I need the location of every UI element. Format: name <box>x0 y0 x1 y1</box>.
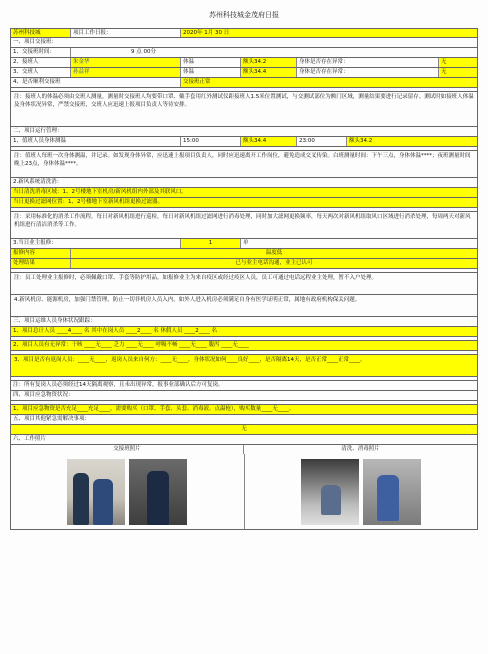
s1-heading-row <box>10 37 478 47</box>
receiver-abnormal-q: 身体是否存在异常： <box>297 58 439 67</box>
report-title: 苏州科技城金茂府日报 <box>209 11 279 19</box>
receiver-temp: 额头34.2 <box>241 58 297 67</box>
s1-r3 <box>10 67 478 77</box>
duty-temp-label: 1、值班人员身体测温 <box>11 137 181 146</box>
handover-abnormal-q: 身体是否存在异常： <box>297 68 439 77</box>
s5-r2 <box>10 340 478 350</box>
cleaning-photo-1 <box>301 459 359 525</box>
s4-r3 <box>10 258 478 268</box>
s1-note: 注：接班人的体温必须由交班人测量，测量时交接班人均要带口罩、戴手套用红外测试仪距接班人1.5米位置测试，与交测试部位为额门区域，测量结果要进行记录留存。测试时如接班人体温及身体状况异常，严禁交接班，交班人应迅速上报项目负责人等待安排。 <box>14 94 474 108</box>
repair-unit: 单 <box>243 240 249 246</box>
supplies-status: 1、项目应急物资是否充足____充足____，需要购买（口罩、手套、头套、消毒液、点温枪），购买数量____无____。 <box>11 405 477 414</box>
header-row <box>10 28 478 37</box>
staff-count: 1、项目总计人员 ____4____ 名 其中在岗人员 ____2____ 名 休假人员 ____2____ 名 <box>11 327 477 336</box>
s5-r1 <box>10 326 478 336</box>
duty-temp-2: 额头34.2 <box>347 137 477 146</box>
cleaning-area: 当日清洗消毒区域：1、2号楼地下室机房/新风机组内外部及其联风口。 <box>11 188 477 197</box>
s3-r2 <box>10 197 478 207</box>
receiver-label: 2、接班人 <box>11 58 71 67</box>
s3-heading-row <box>10 177 478 187</box>
handover-abnormal-ans: 无 <box>439 68 477 77</box>
s2-r1 <box>10 136 478 146</box>
handover-photo-1 <box>67 459 125 525</box>
handover-photo-caption: 交接班照片 <box>11 445 244 454</box>
handover-time-label: 1、交接班时间： <box>11 48 71 57</box>
s6-r2 <box>10 414 478 424</box>
project-name: 苏州科技城 <box>11 29 71 37</box>
filter-replace: 当日更换过滤网位置：1、2号楼地下室新风机组更换过滤器。 <box>11 198 477 207</box>
handover-temp-label: 体温 <box>181 68 241 77</box>
s6-r1 <box>10 404 478 414</box>
s1-r1 <box>10 47 478 57</box>
s3-heading: 2.新风系统清洗消： <box>13 179 63 185</box>
s5-heading-row <box>10 316 478 326</box>
receiver-temp-label: 体温 <box>181 58 241 67</box>
cleaning-photo-caption: 清洗、消毒照片 <box>341 446 380 452</box>
repair-label: 3.当日业主报修： <box>11 239 181 248</box>
urgent-issues-heading: 五、项目其他紧急需解决事项： <box>13 416 91 422</box>
s2-note-row <box>10 150 478 177</box>
photos-heading: 六、工作照片 <box>13 436 47 442</box>
duty-time-2: 23:00 <box>297 137 347 146</box>
s5-r3-row <box>10 354 478 376</box>
cleaning-photo-2 <box>363 459 421 525</box>
s1-note-row <box>10 91 478 126</box>
staff-symptoms: 2、项目人员有无异常：干咳 ____无____ 乏力 ____无____ 呼吸不畅 ____无____ 腹泻 ____无____ <box>11 341 477 350</box>
receiver-name: 朱金华 <box>71 58 181 67</box>
handover-photo-2 <box>129 459 187 525</box>
handover-temp: 额头34.4 <box>241 68 297 77</box>
s2-heading-row <box>10 126 478 136</box>
s5-note-row <box>10 380 478 390</box>
receiver-abnormal-ans: 无 <box>439 58 477 67</box>
s2-heading: 二、项目运行管理： <box>13 128 63 134</box>
s6-r4 <box>10 434 478 444</box>
repair-content: 温度低 <box>71 249 477 258</box>
photo-row <box>10 454 478 530</box>
s5-heading: 三、项目运维人员身体状况跟踪： <box>13 318 96 324</box>
s1-heading: 一、项目交接班： <box>13 39 58 45</box>
s4-note: 注：员工处理业主报修时，必须佩戴口罩、手套等防护用品，如报修业主为来自疫区或经过疫区人员，员工可通过电话远程业主处理，暂不入户处理。 <box>14 275 378 281</box>
urgent-issues-value: 无 <box>11 425 477 434</box>
s5-note: 注：所有复岗人员必须经过14天隔离观察，且未出现异常，报事业部确认后方可复岗。 <box>13 382 224 388</box>
repair-result-label: 处理结果 <box>11 259 71 268</box>
returning-staff: 3、项目是否有返岗人员：____无____，返岗人员来自何方：____无____，身体状况如何____良好____，是否隔离14天，是否正常____正常____。 <box>11 355 477 376</box>
handover-ok-label: 4、是否顺利交接班 <box>11 78 181 87</box>
handover-label: 3、交班人 <box>11 68 71 77</box>
handover-name: 孙益祥 <box>71 68 181 77</box>
handover-ok-value: 交接班正常 <box>181 78 477 87</box>
s6-heading: 四、项目应急物资状况： <box>13 392 74 398</box>
s3-note-row <box>10 211 478 238</box>
s6-heading-row <box>10 390 478 400</box>
s1-r4 <box>10 77 478 87</box>
s4-r2 <box>10 248 478 258</box>
repair-result: 已与业主电话沟通，业主已认可 <box>71 259 477 268</box>
s6-r3 <box>10 424 478 434</box>
s4-r1 <box>10 238 478 248</box>
report-form <box>10 28 478 530</box>
s3-r1 <box>10 187 478 197</box>
s3-note: 注：采用标准化的消杀工作流程，每日对新风机组进行巡检，每日对新风机组过滤网进行消毒处理，同时加大滤网更换频率，每天两次对新风机组取风口区域进行消杀处理，每周两天对新风机组进行清洁消杀等工作。 <box>14 214 471 228</box>
s2-note: 注：值班人每班一次身体测温，并记录。如发现身体异常，应迅速上报项目负责人，同时应迅速离开工作岗位，避免造成交叉传染。白班测量时间：下午三点，身体体温****；夜班测量时间晚上23点，身体体温****。 <box>14 153 471 167</box>
s4-note-row <box>10 272 478 294</box>
handover-photos <box>11 454 245 529</box>
repair-count: 1 <box>181 239 241 248</box>
s1-r2 <box>10 57 478 67</box>
report-label: 项目工作日报： <box>71 29 181 37</box>
duty-temp-1: 额头34.4 <box>241 137 297 146</box>
cleaning-photos <box>245 454 478 529</box>
report-date: 2020年 1月 30 日 <box>181 29 477 37</box>
machine-room-rule: 4.新风机房、能源机房，加强门禁管理，防止一切非机房人员入内，如外人进入机房必须满足自身有医学证明正常，属地有政府机构保关问题。 <box>14 297 361 303</box>
duty-time-1: 15:00 <box>181 137 241 146</box>
photo-captions <box>10 444 478 454</box>
handover-time-value: 9 点 00分 <box>131 49 156 55</box>
repair-content-label: 报修内容 <box>11 249 71 258</box>
s4-rule-row <box>10 294 478 316</box>
